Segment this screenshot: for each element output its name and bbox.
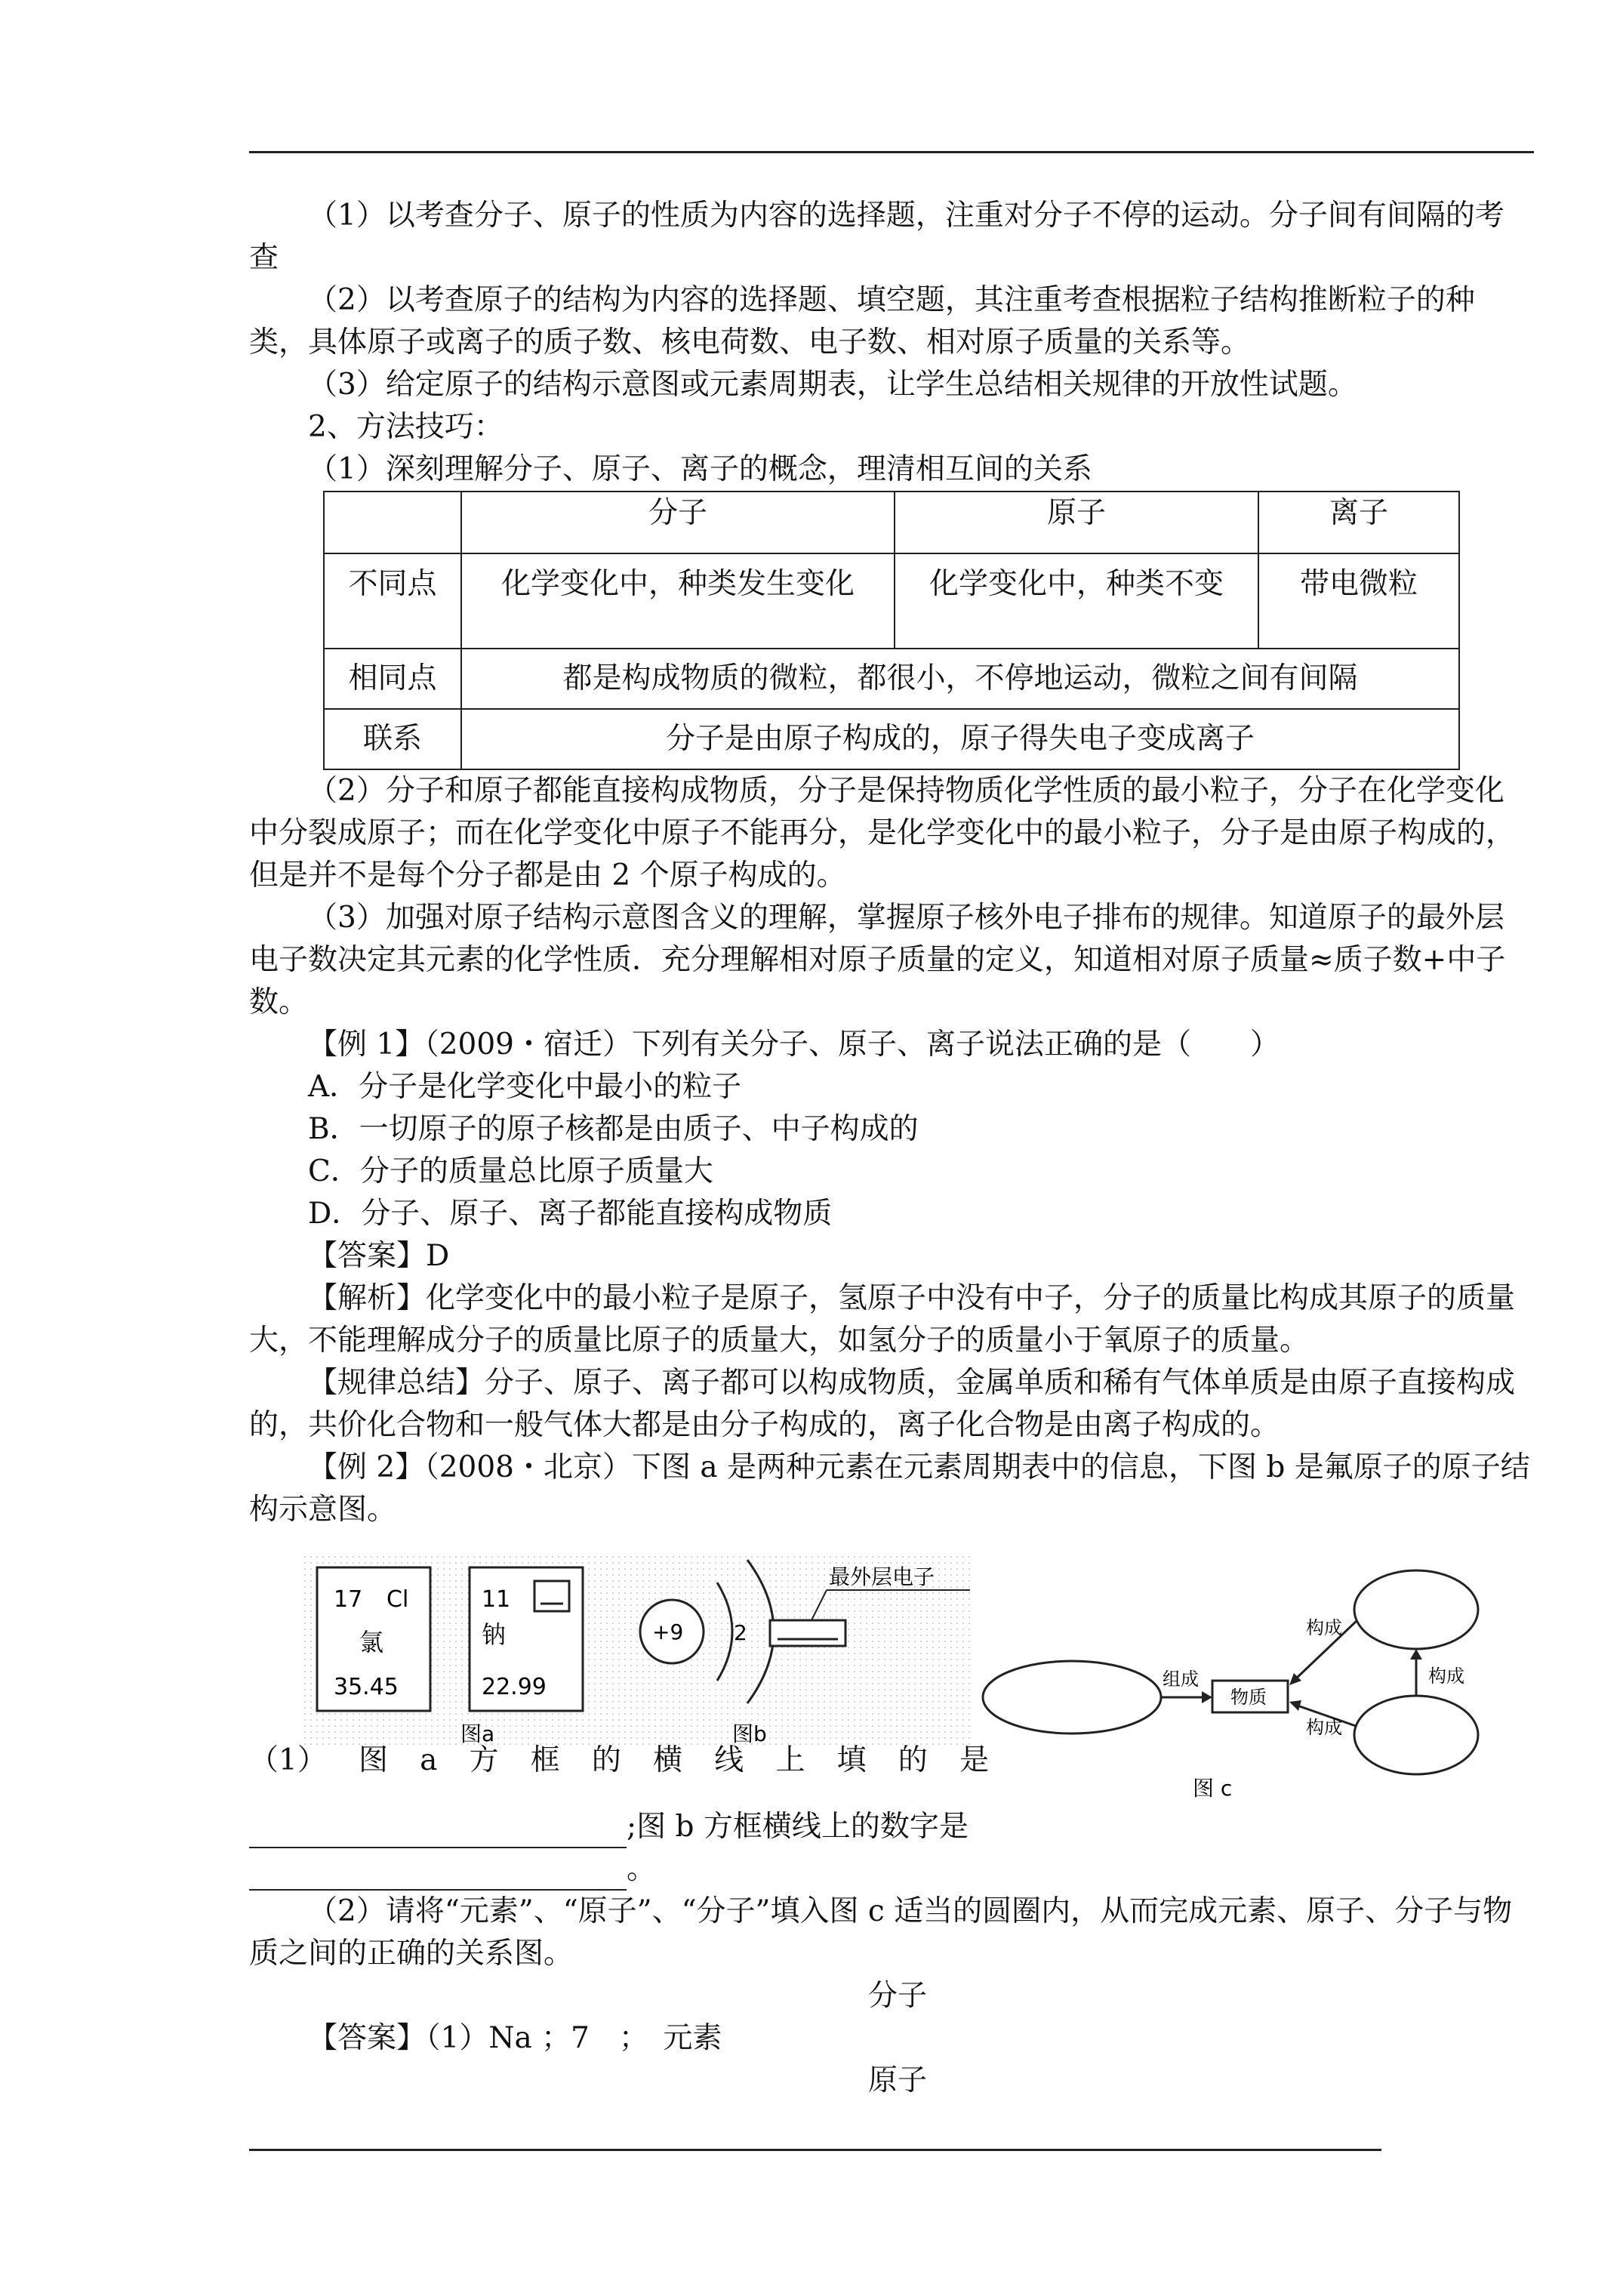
example-1-question: 【例 1】（2009・宿迁）下列有关分子、原子、离子说法正确的是（ ）: [308, 1028, 1280, 1062]
vertical-form-label: 构成: [1428, 1666, 1464, 1687]
figure-c-caption: 图 c: [1193, 1776, 1233, 1801]
intro-2: （2）以考查原子的结构为内容的选择题、填空题，其注重考查根据粒子结构推断粒子的种类，具体原子或离子的质子数、核电荷数、电子数、相对原子质量的关系等。: [249, 283, 1475, 359]
matter-label: 物质: [1230, 1687, 1267, 1708]
q1-part-7: 线: [714, 1743, 744, 1777]
example-1-summary: 【规律总结】分子、原子、离子都可以构成物质，金属单质和稀有气体单质是由原子直接构成的，共价化合物和一般气体大都是由分子构成的，离子化合物是由离子构成的。: [249, 1366, 1516, 1442]
example-1-option-d: D．分子、原子、离子都能直接构成物质: [308, 1197, 833, 1231]
top-form-label: 构成: [1306, 1617, 1342, 1638]
example-1-analysis: 【解析】化学变化中的最小粒子是原子，氢原子中没有中子，分子的质量比构成其原子的质量大，不能理解成分子的质量比原子的质量大，如氢分子的质量小于氧原子的质量。: [249, 1281, 1516, 1358]
table-header-empty: [324, 492, 461, 553]
compose-label: 组成: [1163, 1669, 1199, 1690]
table-same: 都是构成物质的微粒，都很小，不停地运动，微粒之间有间隔: [461, 649, 1459, 709]
cl-atomic-mass: 35.45: [334, 1674, 399, 1700]
table-header-ion: 离子: [1258, 492, 1459, 553]
figure-row: [249, 1537, 1532, 1806]
q1-part-4: 框: [530, 1743, 560, 1777]
example-1-option-b: B．一切原子的原子核都是由质子、中子构成的: [308, 1112, 919, 1146]
na-name: 钠: [482, 1620, 507, 1649]
table-link-label: 联系: [324, 709, 461, 769]
intro-1: （1）以考查分子、原子的性质为内容的选择题，注重对分子不停的运动。分子间有间隔的考查: [249, 199, 1504, 275]
question-1-line-3: [249, 1848, 1532, 1891]
table-link: 分子是由原子构成的，原子得失电子变成离子: [461, 709, 1459, 769]
method-1: （1）深刻理解分子、原子、离子的概念，理清相互间的关系: [308, 452, 1092, 486]
question-2: （2）请将“元素”、“原子”、“分子”填入图 c 适当的圆圈内，从而完成元素、原子、分子与物质之间的正确的关系图。: [249, 1894, 1513, 1971]
example-2-answer: 【答案】（1）Na ；7 ； 元素: [308, 2021, 722, 2055]
header-rule: [249, 151, 1534, 153]
outer-electrons-blank-box: [770, 1620, 845, 1646]
answer-bottom-word: 原子: [868, 2063, 928, 2097]
bottom-form-label: 构成: [1306, 1717, 1342, 1738]
na-atomic-number: 11: [482, 1586, 511, 1613]
cl-name: 氯: [359, 1628, 384, 1657]
q1-part-1: 图: [358, 1743, 388, 1777]
table-diff-atom: 化学变化中，种类不变: [895, 553, 1258, 649]
compose-arrowhead: [1202, 1691, 1212, 1703]
q1-part-2: a: [420, 1743, 438, 1777]
method-3: （3）加强对原子结构示意图含义的理解，掌握原子核外电子排布的规律。知道原子的最外层电子数决定其元素的化学性质．充分理解相对原子质量的定义，知道相对原子质量≈质子数+中子数。: [249, 901, 1506, 1019]
na-symbol-blank-box: [534, 1581, 569, 1611]
nucleus-charge: +9: [652, 1620, 684, 1644]
circle-bottom-right: [1354, 1696, 1478, 1774]
figure-a-caption: 图a: [460, 1721, 495, 1746]
table-diff-label: 不同点: [324, 553, 461, 649]
q1-part-8: 上: [775, 1743, 805, 1777]
comparison-table: [323, 491, 1460, 770]
table-header-molecule: 分子: [461, 492, 895, 553]
question-1-line-1: [249, 1740, 989, 1782]
circle-top-right: [1354, 1570, 1478, 1649]
cl-atomic-number: 17: [334, 1586, 363, 1613]
table-same-label: 相同点: [324, 649, 461, 709]
example-1-option-c: C．分子的质量总比原子质量大: [308, 1154, 713, 1188]
q1-part-0: （1）: [249, 1743, 327, 1777]
circle-left: [983, 1661, 1161, 1734]
q1-part-6: 横: [653, 1743, 683, 1777]
intro-3: （3）给定原子的结构示意图或元素周期表，让学生总结相关规律的开放性试题。: [308, 368, 1357, 402]
question-1-line-2: [249, 1806, 1532, 1848]
example-2-question: 【例 2】（2008・北京）下图 a 是两种元素在元素周期表中的信息，下图 b 是氟原子的原子结构示意图。: [249, 1450, 1530, 1527]
q1-part-11: 是: [959, 1743, 989, 1777]
figure-c: [983, 1570, 1478, 1801]
q1-part-5: 的: [591, 1743, 621, 1777]
q1-part-10: 的: [898, 1743, 928, 1777]
q1-part-9: 填: [836, 1743, 867, 1777]
table-diff-molecule: 化学变化中，种类发生变化: [461, 553, 895, 649]
table-header-atom: 原子: [895, 492, 1258, 553]
answer-top-word: 分子: [868, 1979, 928, 2013]
q1-line-2-text: ;图 b 方框横线上的数字是: [627, 1810, 969, 1844]
method-title: 2、方法技巧：: [308, 410, 504, 444]
question-1: [249, 1740, 1004, 1782]
table-diff-ion: 带电微粒: [1258, 553, 1459, 649]
inner-shell-electrons: 2: [734, 1620, 747, 1645]
bottom-form-arrowhead: [1289, 1700, 1301, 1711]
outer-electrons-label: 最外层电子: [829, 1564, 935, 1589]
vertical-form-arrowhead: [1410, 1649, 1422, 1660]
answer-blank-1[interactable]: [249, 1817, 627, 1848]
figure-b-caption: 图b: [732, 1721, 767, 1746]
na-atomic-mass: 22.99: [482, 1674, 547, 1700]
answer-blank-2[interactable]: [249, 1859, 627, 1891]
q1-end: 。: [627, 1852, 657, 1886]
cl-symbol: Cl: [387, 1586, 409, 1613]
q1-part-3: 方: [469, 1743, 499, 1777]
example-1-answer: 【答案】D: [308, 1239, 450, 1273]
example-1-option-a: A．分子是化学变化中最小的粒子: [308, 1070, 742, 1104]
method-2: （2）分子和原子都能直接构成物质，分子是保持物质化学性质的最小粒子，分子在化学变化中分裂成原子；而在化学变化中原子不能再分，是化学变化中的最小粒子，分子是由原子构成的，但是并不是每个分子都是由 2 个原子构成的。: [249, 774, 1516, 892]
footer-rule: [249, 2149, 1381, 2151]
document-body: [249, 195, 1532, 2102]
